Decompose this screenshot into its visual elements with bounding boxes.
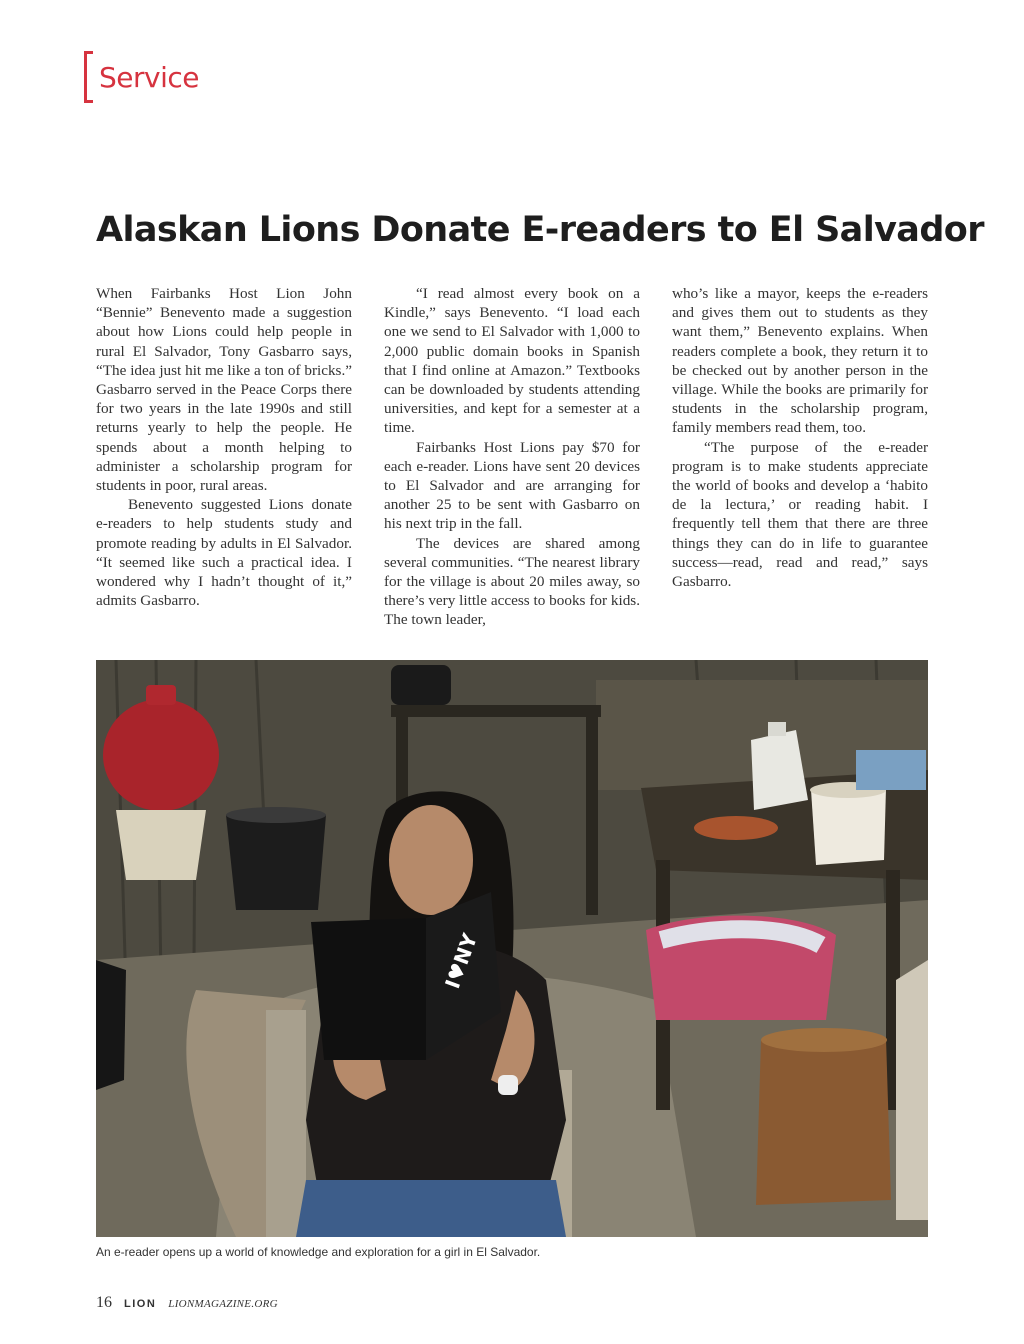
article-column-1 — [96, 284, 352, 636]
paragraph: The devices are shared among several communities. “The nearest library for the village is about 20 miles away, so there’s very little access to books for kids. The town leader, — [384, 534, 640, 629]
magazine-url: LIONMAGAZINE.ORG — [168, 1298, 278, 1310]
section-label: Service — [99, 60, 199, 94]
paragraph: “I read almost every book on a Kindle,” says Benevento. “I load each one we send to El Salvador with 1,000 to 2,000 public domain books in Spanish that I find online at Amazon.” Textbooks can be downloaded by students attending universities, and kept for a semester at a time. — [384, 285, 640, 437]
article-body — [96, 284, 928, 636]
section-tag — [84, 50, 199, 104]
paragraph: “The purpose of the e-reader program is to make students appreciate the world of books and develop a ‘habito de la lectura,’ or reading habit. I frequently tell them that there are three things they can do in life to guarantee success—read, read and read,” says Gasbarro. — [672, 438, 928, 591]
paragraph: who’s like a mayor, keeps the e-readers and gives them out to students as they want them,” Benevento explains. When readers complete a book, they return it to be checked out by another person in the village. While the books are primarily for students in the scholarship program, family members read them, too. — [672, 285, 928, 437]
paragraph: When Fairbanks Host Lion John “Bennie” Benevento made a suggestion about how Lions could help people in rural El Salvador, Tony Gasbarro says, “The idea just hit me like a ton of bricks.” Gasbarro served in the Peace Corps there for two years in the late 1990s and still returns yearly to help the people. He spends about a month helping to administer a scholarship program for students in poor, rural areas. — [96, 285, 352, 495]
article-headline: Alaskan Lions Donate E-readers to El Salvador — [96, 210, 984, 250]
photo-caption: An e-reader opens up a world of knowledge and exploration for a girl in El Salvador. — [96, 1245, 541, 1259]
article-column-2 — [384, 284, 640, 636]
magazine-name: LION — [124, 1298, 157, 1310]
red-jug — [103, 699, 219, 811]
article-column-3 — [672, 284, 928, 636]
article-photo — [96, 660, 928, 1237]
paragraph: Benevento suggested Lions donate e-readers to help students study and promote reading by adults in El Salvador. “It seemed like such a practical idea. I wondered why I hadn’t thought of it,” admits Gasbarro. — [96, 496, 352, 610]
page-number: 16 — [96, 1294, 112, 1311]
page-footer — [96, 1294, 278, 1312]
photo-illustration — [96, 660, 928, 1237]
ereader-logo: I♥NY — [440, 930, 483, 992]
paragraph: Fairbanks Host Lions pay $70 for each e-reader. Lions have sent 20 devices to El Salvador and are arranging for another 25 to be sent with Gasbarro on his next trip in the fall. — [384, 438, 640, 533]
section-bracket — [84, 51, 93, 103]
